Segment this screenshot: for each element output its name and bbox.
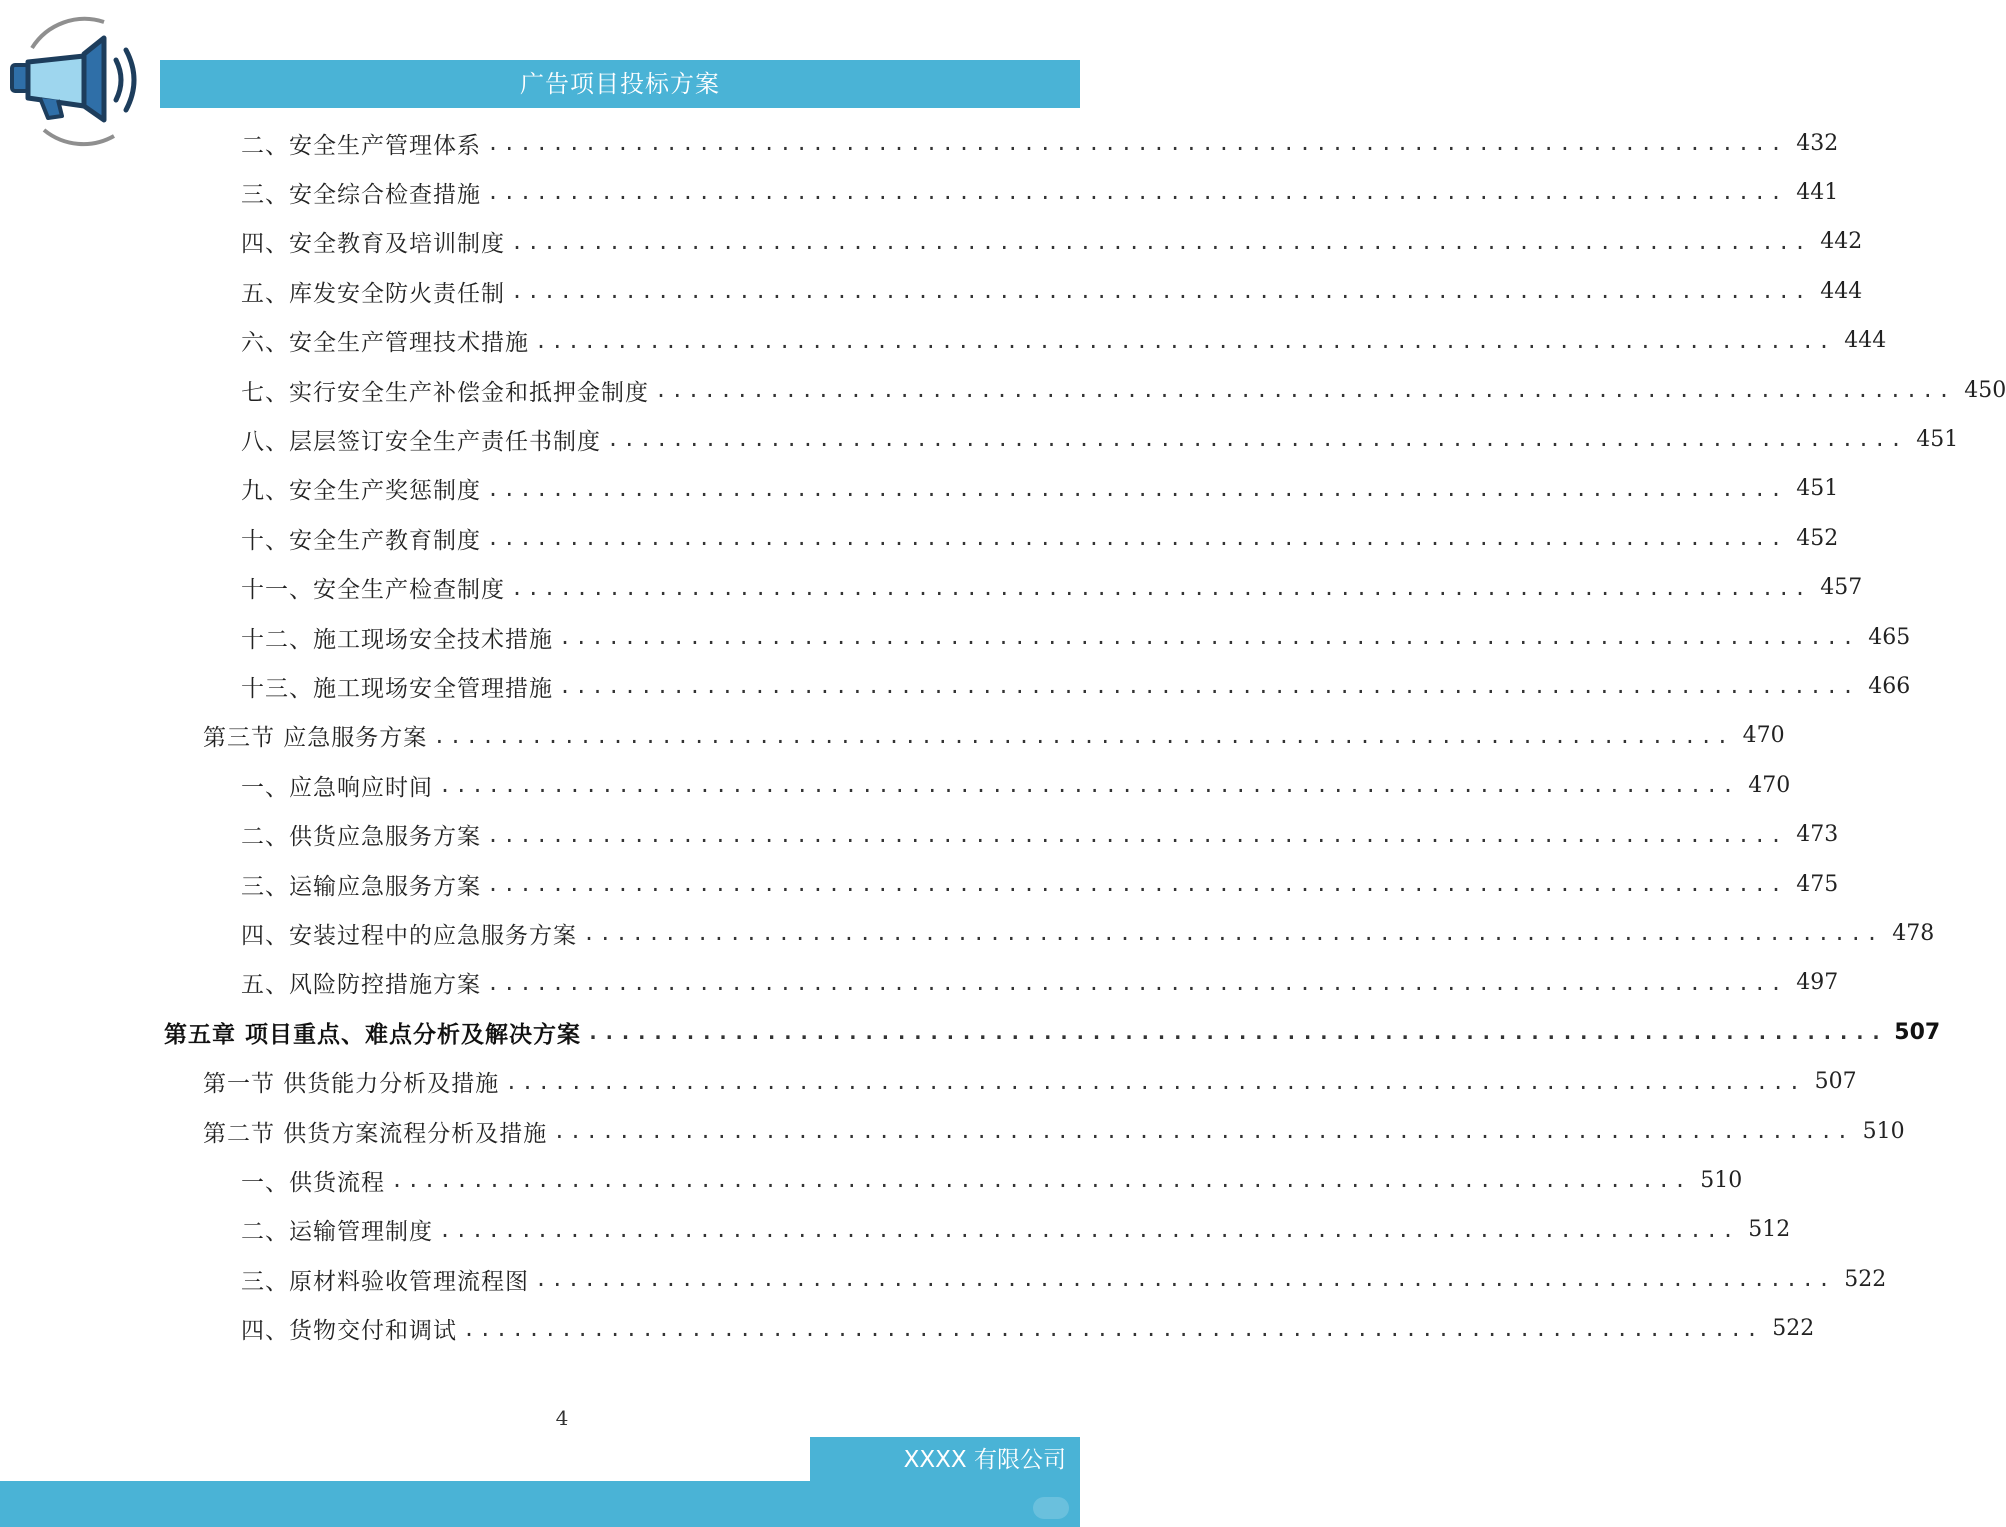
- toc-entry-page: 510: [1700, 1167, 1743, 1193]
- toc-entry-page: 451: [1916, 426, 1959, 452]
- toc-leader-dots: ................................................................................: [535, 328, 1835, 353]
- toc-leader-dots: ................................................................................: [487, 131, 1787, 155]
- toc-entry[interactable]: [241, 666, 1911, 706]
- toc-entry[interactable]: [241, 419, 1959, 459]
- toc-entry-label: 六、安全生产管理技术措施: [241, 330, 529, 357]
- toc-entry-page: 475: [1796, 871, 1839, 897]
- toc-entry[interactable]: [241, 123, 1839, 163]
- toc-entry-page: 478: [1892, 920, 1935, 946]
- toc-leader-dots: ................................................................................: [511, 575, 1811, 600]
- toc-entry-label: 四、安全教育及培训制度: [241, 231, 505, 258]
- toc-entry-label: 三、原材料验收管理流程图: [241, 1268, 529, 1295]
- toc-entry-page: 507: [1814, 1069, 1857, 1095]
- toc-entry-label: 五、库发安全防火责任制: [241, 280, 505, 307]
- toc-entry-page: 452: [1796, 525, 1839, 551]
- toc-entry-page: 444: [1820, 278, 1863, 304]
- toc-entry-page: 470: [1748, 772, 1791, 798]
- toc-entry[interactable]: [241, 765, 1791, 805]
- toc-entry[interactable]: [241, 1259, 1887, 1299]
- toc-entry-label: 二、运输管理制度: [241, 1219, 433, 1246]
- toc-entry[interactable]: [241, 370, 2006, 410]
- toc-entry-label: 二、供货应急服务方案: [241, 824, 481, 851]
- toc-entry[interactable]: [241, 1309, 1815, 1349]
- toc-entry-page: 442: [1820, 229, 1863, 255]
- toc-entry-label: 十三、施工现场安全管理措施: [241, 675, 553, 702]
- toc-entry-label: 一、应急响应时间: [241, 774, 433, 801]
- toc-entry[interactable]: [241, 568, 1863, 608]
- toc-leader-dots: ................................................................................: [511, 279, 1811, 304]
- toc-entry-label: 八、层层签订安全生产责任书制度: [241, 428, 601, 455]
- toc-entry[interactable]: [241, 617, 1911, 657]
- toc-entry[interactable]: [164, 1012, 1941, 1052]
- toc-entry[interactable]: [203, 716, 1785, 756]
- toc-entry[interactable]: [241, 518, 1839, 558]
- toc-entry-page: 444: [1844, 328, 1887, 354]
- toc-leader-dots: ................................................................................: [559, 625, 1859, 649]
- toc-leader-dots: ................................................................................: [391, 1168, 1691, 1193]
- toc-entry-label: 五、风险防控措施方案: [241, 972, 481, 999]
- megaphone-icon: [4, 10, 154, 150]
- toc-entry-page: 522: [1844, 1266, 1887, 1292]
- toc-entry-label: 第一节 供货能力分析及措施: [203, 1071, 500, 1098]
- toc-entry-page: 510: [1862, 1118, 1905, 1144]
- toc-leader-dots: ................................................................................: [487, 526, 1787, 551]
- toc-entry[interactable]: [203, 1062, 1857, 1102]
- toc-entry[interactable]: [241, 172, 1839, 212]
- toc-leader-dots: ................................................................................: [535, 1267, 1835, 1292]
- toc-leader-dots: ................................................................................: [487, 970, 1787, 995]
- toc-entry-label: 七、实行安全生产补偿金和抵押金制度: [241, 379, 649, 406]
- toc-entry-label: 第三节 应急服务方案: [203, 725, 428, 752]
- toc-leader-dots: ................................................................................: [439, 1217, 1739, 1242]
- toc-entry-label: 九、安全生产奖惩制度: [241, 478, 481, 505]
- toc-entry[interactable]: [241, 815, 1839, 855]
- toc-entry-page: 522: [1772, 1316, 1815, 1342]
- toc-leader-dots: ................................................................................: [511, 229, 1811, 254]
- toc-entry-label: 十、安全生产教育制度: [241, 527, 481, 554]
- page-number: 4: [555, 1406, 569, 1430]
- toc-entry-page: 512: [1748, 1217, 1791, 1243]
- toc-entry-label: 十一、安全生产检查制度: [241, 577, 505, 604]
- toc-entry-label: 第二节 供货方案流程分析及措施: [203, 1120, 548, 1147]
- toc-entry-label: 四、货物交付和调试: [241, 1318, 457, 1345]
- toc-leader-dots: ................................................................................: [559, 674, 1859, 699]
- toc-entry-page: 466: [1868, 673, 1911, 699]
- toc-entry-page: 457: [1820, 575, 1863, 601]
- toc-leader-dots: ................................................................................: [553, 1119, 1853, 1143]
- toc-entry[interactable]: [241, 469, 1839, 509]
- toc-entry-page: 432: [1796, 130, 1839, 156]
- toc-entry[interactable]: [241, 1210, 1791, 1250]
- watermark: [1033, 1497, 1069, 1519]
- toc-entry-label: 二、安全生产管理体系: [241, 132, 481, 159]
- toc-leader-dots: ................................................................................: [463, 1316, 1763, 1341]
- footer-bar: [0, 1481, 1080, 1527]
- company-name: XXXX 有限公司: [903, 1447, 1066, 1473]
- toc-entry-label: 四、安装过程中的应急服务方案: [241, 922, 577, 949]
- toc-entry[interactable]: [241, 321, 1887, 361]
- toc-entry-page: 441: [1796, 179, 1839, 205]
- header-bar: [160, 60, 1080, 108]
- toc-leader-dots: ................................................................................: [655, 378, 1955, 402]
- toc-leader-dots: ................................................................................: [607, 427, 1907, 452]
- toc-entry-page: 450: [1964, 377, 2006, 403]
- toc-leader-dots: ................................................................................: [487, 476, 1787, 501]
- toc-leader-dots: ................................................................................: [487, 180, 1787, 205]
- toc-leader-dots: ................................................................................: [583, 921, 1883, 946]
- toc-entry-page: 470: [1742, 723, 1785, 749]
- toc-entry[interactable]: [241, 1160, 1743, 1200]
- toc-entry[interactable]: [203, 1111, 1905, 1151]
- toc-entry[interactable]: [241, 271, 1863, 311]
- toc-leader-dots: ................................................................................: [505, 1069, 1805, 1094]
- toc-leader-dots: ................................................................................: [587, 1020, 1887, 1045]
- toc-entry[interactable]: [241, 222, 1863, 262]
- toc-entry-page: 497: [1796, 970, 1839, 996]
- toc-entry-page: 473: [1796, 822, 1839, 848]
- toc-entry-page: 465: [1868, 624, 1911, 650]
- toc-entry-label: 第五章 项目重点、难点分析及解决方案: [164, 1021, 582, 1048]
- toc-entry[interactable]: [241, 963, 1839, 1003]
- toc-entry-page: 507: [1894, 1019, 1941, 1045]
- toc-entry[interactable]: [241, 864, 1839, 904]
- toc-leader-dots: ................................................................................: [439, 773, 1739, 798]
- toc-entry-label: 三、安全综合检查措施: [241, 181, 481, 208]
- toc-entry[interactable]: [241, 913, 1935, 953]
- toc-entry-label: 三、运输应急服务方案: [241, 873, 481, 900]
- toc-leader-dots: ................................................................................: [487, 822, 1787, 847]
- toc-entry-label: 一、供货流程: [241, 1169, 385, 1196]
- document-title: 广告项目投标方案: [520, 70, 720, 98]
- toc-entry-label: 十二、施工现场安全技术措施: [241, 626, 553, 653]
- toc-entry-page: 451: [1796, 476, 1839, 502]
- toc-leader-dots: ................................................................................: [487, 872, 1787, 896]
- toc-leader-dots: ................................................................................: [433, 723, 1733, 748]
